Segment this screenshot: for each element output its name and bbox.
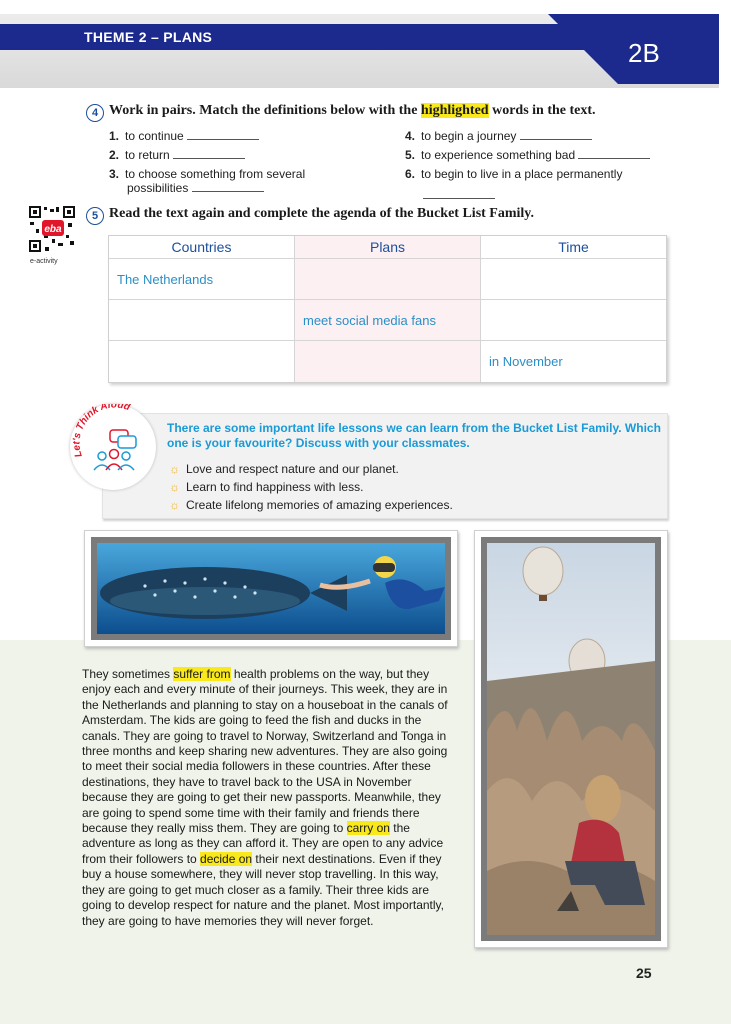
answer-blank[interactable] <box>173 148 245 159</box>
qr-code-icon[interactable] <box>28 205 76 253</box>
table-cell[interactable] <box>295 259 481 300</box>
think-aloud-list <box>169 460 453 514</box>
svg-text:Let's Think Aloud: Let's Think Aloud <box>71 404 132 459</box>
sun-bullet-icon: ☼ <box>169 462 180 476</box>
whale-shark-diver-image <box>85 531 457 646</box>
table-header-countries: Countries <box>109 236 295 259</box>
e-activity-label: e-activity <box>30 258 58 265</box>
table-cell[interactable] <box>481 259 666 300</box>
exercise-4-number: 4 <box>86 104 104 122</box>
theme-title: THEME 2 – PLANS <box>84 29 213 45</box>
list-item: ☼ Create lifelong memories of amazing experiences. <box>169 498 453 512</box>
agenda-table <box>108 235 667 383</box>
table-header-plans: Plans <box>295 236 481 259</box>
table-cell[interactable] <box>109 300 295 341</box>
exercise-4-instruction: Work in pairs. Match the definitions below with the highlighted words in the text. <box>109 103 596 118</box>
highlighted-word: carry on <box>346 821 390 836</box>
definition-3-cont: possibilities <box>127 181 264 195</box>
definition-3: 3. to choose something from several <box>109 167 306 181</box>
table-cell[interactable]: The Netherlands <box>109 259 295 300</box>
cappadocia-balloons-image <box>475 531 667 947</box>
table-cell[interactable]: in November <box>489 354 563 369</box>
table-cell[interactable] <box>295 341 481 382</box>
list-item: ☼ Love and respect nature and our planet. <box>169 462 399 476</box>
answer-blank[interactable] <box>578 148 650 159</box>
highlighted-word: decide on <box>200 851 253 866</box>
balloon-photo-frame <box>474 530 668 948</box>
sun-bullet-icon: ☼ <box>169 480 180 494</box>
exercise-5-instruction: Read the text again and complete the agenda of the Bucket List Family. <box>109 206 535 221</box>
definition-4: 4. to begin a journey <box>405 129 592 143</box>
answer-blank[interactable] <box>192 181 264 192</box>
table-cell[interactable]: meet social media fans <box>295 300 481 341</box>
sun-bullet-icon: ☼ <box>169 498 180 512</box>
highlighted-word: suffer from <box>173 667 231 681</box>
unit-code: 2B <box>628 38 660 68</box>
answer-blank[interactable] <box>520 129 592 140</box>
table-cell[interactable] <box>481 300 666 341</box>
highlighted-word: highlighted <box>420 103 489 118</box>
exercise-5-number: 5 <box>86 207 104 225</box>
reading-passage: They sometimes suffer from health problems on the way, but they enjoy each and every minute of their journeys. This week, they are in the Netherlands and planning to stay on a houseboat in the canals of Amsterdam. The kids are going to feed the fish and ducks in the canals. They are going to travel to Norway, Switzerland and Tonga in three months and keep sharing new adventures. They are also going to meet their social media followers in these countries. After these destinations, they have to travel back to the USA in November because they are going to get their new passports. Meanwhile, they are going to spend some time with their family and friends there because they really miss them. They are going to carry on the adventure as long as they can afford it. They are open to any advice from their followers to decide on their next destinations. Even if they buy a house somewhere, they will never stop travelling. In this way, they are going to get much closer as a family. Their three kids are going to develop respect for nature and the planet. Most importantly, they are going to have memories they will never forget. <box>82 667 448 928</box>
think-aloud-badge <box>70 404 156 490</box>
discussion-group-icon <box>70 404 156 490</box>
definition-1: 1. to continue <box>109 129 259 143</box>
list-item: ☼ Learn to find happiness with less. <box>169 480 364 494</box>
eba-logo-text: eba <box>44 224 62 235</box>
diving-photo-frame <box>84 530 458 647</box>
answer-blank[interactable] <box>187 129 259 140</box>
think-aloud-question: There are some important life lessons we can learn from the Bucket List Family. Which one is your favourite? Discuss with your classmates. <box>167 421 661 450</box>
table-cell[interactable] <box>109 341 295 382</box>
definition-2: 2. to return <box>109 148 245 162</box>
page-number: 25 <box>636 965 652 981</box>
definition-6: 6. to begin to live in a place permanently <box>405 167 623 181</box>
definition-5: 5. to experience something bad <box>405 148 650 162</box>
table-header-time: Time <box>481 236 666 259</box>
answer-blank[interactable] <box>423 186 495 204</box>
